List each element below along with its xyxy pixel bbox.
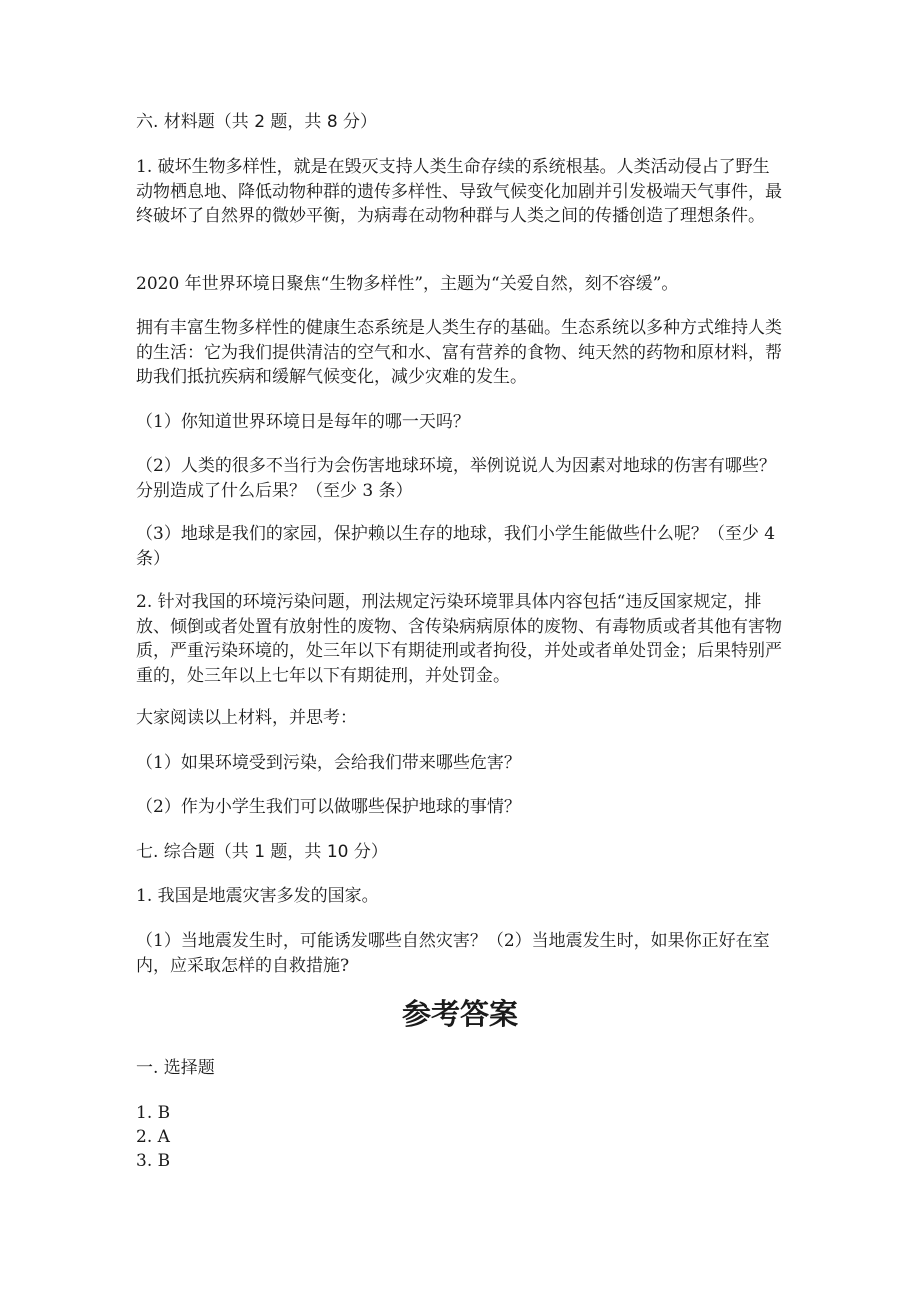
answer-item: 1. B bbox=[136, 1103, 171, 1123]
answer-item: 2. A bbox=[136, 1127, 170, 1147]
question-2-sub-1: （1）如果环境受到污染，会给我们带来哪些危害？ bbox=[136, 753, 521, 773]
question-1-paragraph-2: 2020 年世界环境日聚焦“生物多样性”，主题为“关爱自然，刻不容缓”。 bbox=[136, 274, 679, 294]
section-7-sub-questions: （1）当地震发生时，可能诱发哪些自然灾害？（2）当地震发生时，如果你正好在室内，应采取怎样的自救措施? bbox=[136, 931, 770, 976]
section-7-question-1: 1. 我国是地震灾害多发的国家。 bbox=[136, 886, 379, 906]
section-6-heading: 六. 材料题（共 2 题，共 8 分） bbox=[136, 112, 378, 132]
answer-key-title: 参考答案 bbox=[401, 997, 518, 1031]
question-1-sub-3: （3）地球是我们的家园，保护赖以生存的地球，我们小学生能做些什么呢？（至少 4 条） bbox=[136, 524, 776, 569]
question-1-sub-1: （1）你知道世界环境日是每年的哪一天吗？ bbox=[136, 412, 470, 432]
answer-item: 3. B bbox=[136, 1151, 171, 1171]
question-2-paragraph-2: 大家阅读以上材料，并思考： bbox=[136, 708, 357, 728]
question-2-sub-2: （2）作为小学生我们可以做哪些保护地球的事情？ bbox=[136, 797, 521, 817]
question-1-sub-2: （2）人类的很多不当行为会伤害地球环境，举例说说人为因素对地球的伤害有哪些？分别造成了什么后果？（至少 3 条） bbox=[136, 456, 776, 501]
question-2-intro: 2. 针对我国的环境污染问题，刑法规定污染环境罪具体内容包括“违反国家规定，排放、倾倒或者处置有放射性的废物、含传染病病原体的废物、有毒物质或者其他有害物质，严重污染环境的，处三年以下有期徒刑或者拘役，并处或者单处罚金；后果特别严重的，处三年以上七年以下有期徒刑，并处罚金。 bbox=[136, 592, 782, 686]
answer-section-1-heading: 一. 选择题 bbox=[136, 1058, 215, 1078]
question-1-intro: 1. 破坏生物多样性，就是在毁灭支持人类生命存续的系统根基。人类活动侵占了野生动物栖息地、降低动物种群的遗传多样性、导致气候变化加剧并引发极端天气事件，最终破坏了自然界的微妙平衡，为病毒在动物种群与人类之间的传播创造了理想条件。 bbox=[136, 157, 782, 226]
section-7-heading: 七. 综合题（共 1 题，共 10 分） bbox=[136, 842, 388, 862]
question-1-paragraph-3: 拥有丰富生物多样性的健康生态系统是人类生存的基础。生态系统以多种方式维持人类的生活：它为我们提供清洁的空气和水、富有营养的食物、纯天然的药物和原材料，帮助我们抵抗疾病和缓解气候变化，减少灾难的发生。 bbox=[136, 318, 782, 387]
